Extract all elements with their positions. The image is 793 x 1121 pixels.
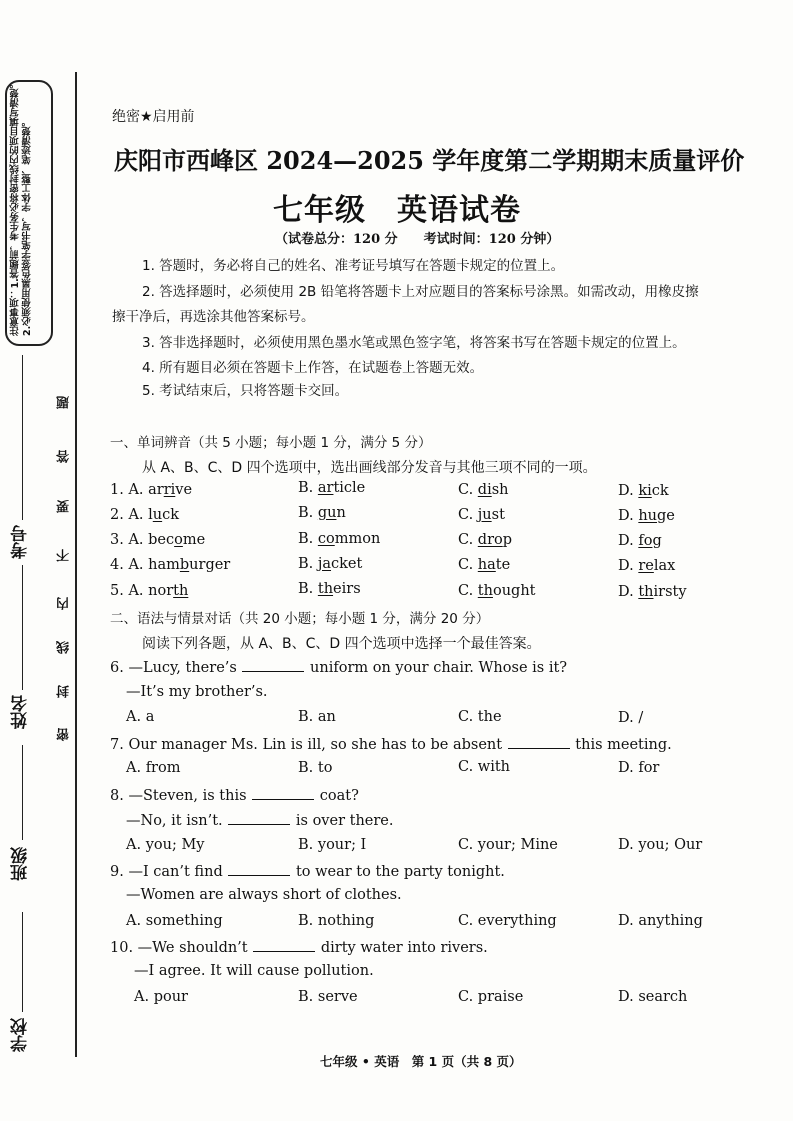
q3-a-post: me bbox=[182, 532, 206, 548]
q3 bbox=[110, 532, 205, 548]
q10-b: B. serve bbox=[298, 989, 358, 1005]
q4 bbox=[110, 557, 230, 573]
q4-c-pre: C. bbox=[458, 557, 478, 573]
q2-b-post: n bbox=[336, 505, 346, 521]
q2-c-post: st bbox=[491, 507, 505, 523]
q10-a: A. pour bbox=[134, 989, 188, 1005]
name-label: 姓名 bbox=[11, 695, 31, 729]
q1-a-post: ve bbox=[175, 482, 193, 498]
q4-b bbox=[298, 556, 362, 572]
class-line bbox=[22, 745, 23, 840]
q10-c: C. praise bbox=[458, 989, 524, 1005]
q3-c-pre: C. bbox=[458, 532, 478, 548]
notice-line-2: 2.必须使用黑色签字笔书写，字体工整、笔迹清楚。 bbox=[22, 116, 33, 336]
q5-d bbox=[618, 584, 687, 600]
q4-d-pre: D. bbox=[618, 558, 639, 574]
q3-b-ul: co bbox=[317, 531, 335, 547]
q4-a-pre: ham bbox=[148, 557, 180, 573]
q1-c-pre: C. bbox=[458, 482, 478, 498]
q7-blank bbox=[508, 735, 570, 749]
q8-a: A. you; My bbox=[126, 837, 205, 853]
q2-a-post: ck bbox=[162, 507, 180, 523]
q9-blank bbox=[228, 862, 290, 876]
q4-c-post: te bbox=[495, 557, 511, 573]
q5-b-post: eirs bbox=[333, 581, 361, 597]
q5-c bbox=[458, 583, 536, 599]
rule-2a: 2. 答选择题时，必须使用 2B 铅笔将答题卡上对应题目的答案标号涂黑。如需改动，用橡皮擦 bbox=[142, 284, 699, 300]
q2 bbox=[110, 507, 179, 523]
q7-pre: 7. Our manager Ms. Lin is ill, so she has to be absent bbox=[110, 737, 503, 753]
q7-stem bbox=[110, 735, 672, 753]
q6-d: D. / bbox=[618, 710, 644, 726]
q10-reply: —I agree. It will cause pollution. bbox=[134, 963, 374, 979]
q1-a-pre: ar bbox=[148, 482, 164, 498]
seal-char-1: 封 bbox=[57, 685, 72, 698]
q4-c bbox=[458, 557, 510, 573]
q10-stem bbox=[110, 938, 488, 956]
q5 bbox=[110, 583, 188, 599]
q7-post: this meeting. bbox=[575, 737, 672, 753]
q3-b bbox=[298, 531, 380, 547]
rule-5: 5. 考试结束后，只将答题卡交回。 bbox=[142, 383, 349, 399]
q2-d bbox=[618, 508, 675, 524]
exam-no-line bbox=[22, 355, 23, 520]
q2-c-ul: ju bbox=[477, 507, 492, 523]
school-label: 学校 bbox=[11, 1018, 31, 1052]
q7-c: C. with bbox=[458, 759, 511, 775]
section1-instruction: 从 A、B、C、D 四个选项中，选出画线部分发音与其他三项不同的一项。 bbox=[142, 460, 597, 476]
q6-b: B. an bbox=[298, 709, 336, 725]
q6-reply: —It’s my brother’s. bbox=[126, 684, 268, 700]
q1-b-pre: B. bbox=[298, 480, 318, 496]
q4-b-post: cket bbox=[331, 556, 363, 572]
q6-stem bbox=[110, 658, 567, 676]
q8-reply bbox=[126, 811, 394, 829]
q3-c bbox=[458, 532, 512, 548]
q3-c-post: p bbox=[502, 532, 513, 548]
name-line bbox=[22, 565, 23, 690]
q9-pre: 9. —I can’t find bbox=[110, 864, 223, 880]
q9-b: B. nothing bbox=[298, 913, 375, 929]
q1-b-post: ticle bbox=[333, 480, 366, 496]
q5-b bbox=[298, 581, 361, 597]
q8-d: D. you; Our bbox=[618, 837, 703, 853]
q1-a-ul: ri bbox=[163, 482, 176, 498]
q8-blank-2 bbox=[228, 811, 290, 825]
seal-char-5: 要 bbox=[57, 500, 72, 513]
q3-d-post: g bbox=[652, 533, 662, 549]
q6-post: uniform on your chair. Whose is it? bbox=[310, 660, 568, 676]
notice-line-1: 1.答题前，考生务必将密封线内的项目填写清楚。 bbox=[10, 78, 21, 289]
q3-a-pre: bec bbox=[148, 532, 175, 548]
q9-c: C. everything bbox=[458, 913, 557, 929]
q1-d-pre: D. bbox=[618, 483, 639, 499]
seal-char-3: 内 bbox=[57, 597, 72, 610]
q2-b bbox=[298, 505, 346, 521]
q7-b: B. to bbox=[298, 760, 333, 776]
q2-b-ul: gu bbox=[317, 505, 337, 521]
seal-char-7: 题 bbox=[57, 396, 72, 409]
rule-2b: 擦干净后，再选涂其他答案标号。 bbox=[112, 309, 315, 325]
q1-b bbox=[298, 480, 365, 496]
q5-d-ul: th bbox=[638, 584, 654, 600]
q5-b-pre: B. bbox=[298, 581, 318, 597]
q1-c bbox=[458, 482, 509, 498]
binding-line bbox=[75, 72, 77, 1057]
seal-char-0: 密 bbox=[57, 728, 72, 741]
q8-c: C. your; Mine bbox=[458, 837, 558, 853]
q1-c-ul: di bbox=[477, 482, 492, 498]
q8-reply-post: is over there. bbox=[295, 813, 394, 829]
q5-d-post: irsty bbox=[653, 584, 687, 600]
notice-title: 注意事项： bbox=[10, 288, 21, 336]
exam-title: 庆阳市西峰区 2024—2025 学年度第二学期期末质量评价 bbox=[114, 146, 745, 175]
q3-b-pre: B. bbox=[298, 531, 318, 547]
q5-c-post: ought bbox=[492, 583, 536, 599]
q2-a-ul: u bbox=[152, 507, 163, 523]
q9-reply: —Women are always short of clothes. bbox=[126, 887, 402, 903]
q5-a-ul: th bbox=[173, 583, 189, 599]
rule-3: 3. 答非选择题时，必须使用黑色墨水笔或黑色签字笔，将答案书写在答题卡规定的位置上。 bbox=[142, 335, 686, 351]
q7-d: D. for bbox=[618, 760, 660, 776]
page-footer: 七年级 • 英语 第 1 页（共 8 页） bbox=[320, 1054, 522, 1069]
q4-d bbox=[618, 558, 675, 574]
q1-d-post: ck bbox=[651, 483, 669, 499]
q1-d bbox=[618, 483, 669, 499]
q2-b-pre: B. bbox=[298, 505, 318, 521]
q8-post: coat? bbox=[319, 788, 359, 804]
q4-a-post: urger bbox=[189, 557, 231, 573]
q9-d: D. anything bbox=[618, 913, 703, 929]
q8-blank-1 bbox=[252, 786, 314, 800]
q3-d-ul: fo bbox=[638, 533, 653, 549]
rule-4: 4. 所有题目必须在答题卡上作答，在试题卷上答题无效。 bbox=[142, 360, 484, 376]
q1 bbox=[110, 482, 192, 498]
q3-d bbox=[618, 533, 662, 549]
q1-b-ul: ar bbox=[317, 480, 334, 496]
q6-c: C. the bbox=[458, 709, 502, 725]
exam-no-label: 考号 bbox=[11, 525, 31, 559]
q1-d-ul: ki bbox=[638, 483, 652, 499]
q3-b-post: mmon bbox=[334, 531, 381, 547]
section2-instruction: 阅读下列各题，从 A、B、C、D 四个选项中选择一个最佳答案。 bbox=[142, 636, 541, 652]
q4-c-ul: ha bbox=[477, 557, 496, 573]
q5-a-pre: nor bbox=[148, 583, 174, 599]
section2-heading: 二、语法与情景对话（共 20 小题；每小题 1 分，满分 20 分） bbox=[110, 611, 490, 627]
q6-blank bbox=[242, 658, 304, 672]
q4-a-ul: b bbox=[179, 557, 190, 573]
q1-num: 1. A. bbox=[110, 482, 144, 498]
q6-a: A. a bbox=[126, 709, 155, 725]
q2-d-ul: hu bbox=[638, 508, 658, 524]
q8-pre: 8. —Steven, is this bbox=[110, 788, 247, 804]
secret-label: 绝密★启用前 bbox=[112, 109, 195, 125]
q5-c-ul: th bbox=[477, 583, 493, 599]
exam-subtitle: 七年级 英语试卷 bbox=[273, 193, 521, 228]
q4-b-pre: B. bbox=[298, 556, 318, 572]
q10-d: D. search bbox=[618, 989, 688, 1005]
q2-a-pre: l bbox=[148, 507, 153, 523]
seal-char-2: 线 bbox=[57, 641, 72, 654]
rule-1: 1. 答题时，务必将自己的姓名、准考证号填写在答题卡规定的位置上。 bbox=[142, 258, 565, 274]
q5-num: 5. A. bbox=[110, 583, 144, 599]
q4-d-post: lax bbox=[653, 558, 676, 574]
q7-a: A. from bbox=[126, 760, 181, 776]
q2-c bbox=[458, 507, 505, 523]
seal-char-4: 不 bbox=[57, 549, 72, 562]
q8-reply-pre: —No, it isn’t. bbox=[126, 813, 223, 829]
q8-stem bbox=[110, 786, 359, 804]
q3-d-pre: D. bbox=[618, 533, 639, 549]
q3-a-ul: o bbox=[174, 532, 183, 548]
exam-meta: （试卷总分：120 分 考试时间：120 分钟） bbox=[275, 232, 560, 247]
q1-c-post: sh bbox=[491, 482, 509, 498]
q6-pre: 6. —Lucy, there’s bbox=[110, 660, 237, 676]
q2-c-pre: C. bbox=[458, 507, 478, 523]
q10-blank bbox=[253, 938, 315, 952]
q9-a: A. something bbox=[126, 913, 223, 929]
q10-pre: 10. —We shouldn’t bbox=[110, 940, 248, 956]
q5-b-ul: th bbox=[317, 581, 334, 597]
q2-num: 2. A. bbox=[110, 507, 144, 523]
notice-text bbox=[10, 78, 34, 336]
q8-b: B. your; I bbox=[298, 837, 367, 853]
q3-num: 3. A. bbox=[110, 532, 144, 548]
q5-d-pre: D. bbox=[618, 584, 639, 600]
q2-d-pre: D. bbox=[618, 508, 639, 524]
q3-c-ul: dro bbox=[477, 532, 503, 548]
q4-num: 4. A. bbox=[110, 557, 144, 573]
seal-char-6: 答 bbox=[57, 450, 72, 463]
q4-b-ul: ja bbox=[317, 556, 332, 572]
q5-c-pre: C. bbox=[458, 583, 478, 599]
q9-post: to wear to the party tonight. bbox=[295, 864, 505, 880]
q10-post: dirty water into rivers. bbox=[320, 940, 488, 956]
section1-heading: 一、单词辨音（共 5 小题；每小题 1 分，满分 5 分） bbox=[110, 435, 432, 451]
q2-d-post: ge bbox=[657, 508, 675, 524]
q9-stem bbox=[110, 862, 505, 880]
class-label: 班级 bbox=[11, 847, 31, 881]
q4-d-ul: re bbox=[638, 558, 654, 574]
school-line bbox=[22, 912, 23, 1012]
